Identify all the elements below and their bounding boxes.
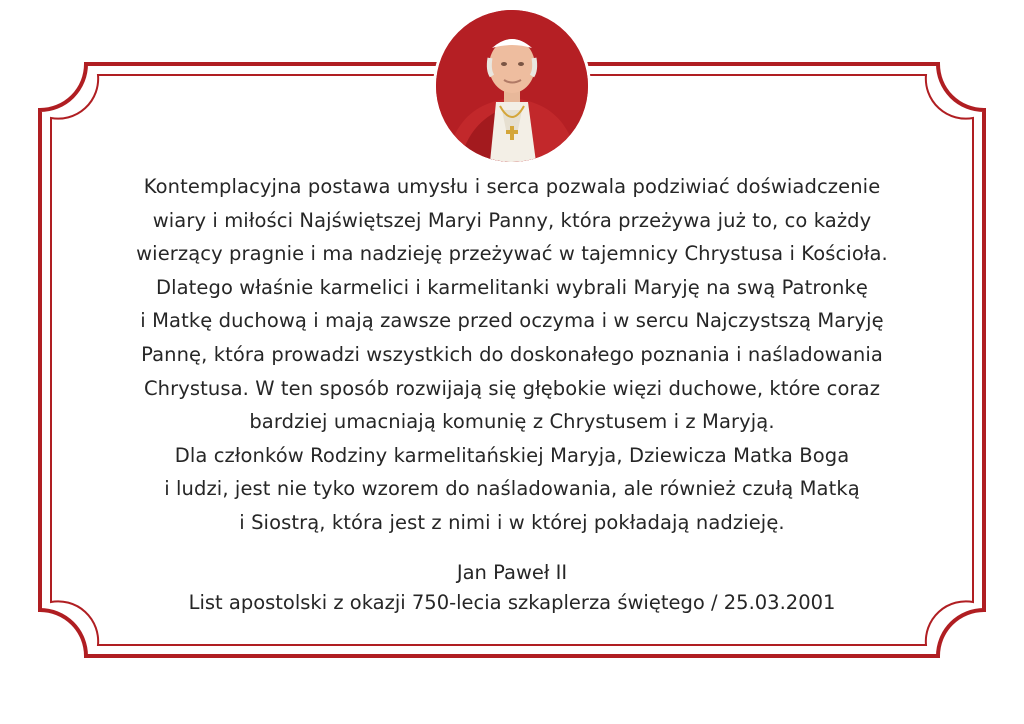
quote-line: wierzący pragnie i ma nadzieję przeżywać w tajemnicy Chrystusa i Kościoła. xyxy=(136,242,888,266)
quote-line: i ludzi, jest nie tyko wzorem do naśladowania, ale również czułą Matką xyxy=(164,477,860,501)
quote-source: List apostolski z okazji 750-lecia szkaplerza świętego / 25.03.2001 xyxy=(188,591,836,614)
quote-line: wiary i miłości Najświętszej Maryi Panny, która przeżywa już to, co każdy xyxy=(152,208,872,232)
quote-text xyxy=(60,170,964,540)
pope-portrait xyxy=(436,10,588,162)
quote-line: i Matkę duchową i mają zawsze przed oczyma i w sercu Najczystszą Maryję xyxy=(140,309,884,333)
pope-portrait-icon xyxy=(436,10,588,162)
quote-line: bardziej umacniają komunię z Chrystusem i z Maryją. xyxy=(249,410,775,434)
quote-line: Dla członków Rodziny karmelitańskiej Maryja, Dziewicza Matka Boga xyxy=(174,443,850,467)
quote-line: Kontemplacyjna postawa umysłu i serca pozwala podziwiać doświadczenie xyxy=(143,175,881,198)
quote-line: Pannę, która prowadzi wszystkich do doskonałego poznania i naśladowania xyxy=(141,342,883,366)
quote-author: Jan Paweł II xyxy=(456,561,568,584)
quote-line: Dlatego właśnie karmelici i karmelitanki wybrali Maryję na swą Patronkę xyxy=(155,275,869,299)
quote-line: i Siostrą, która jest z nimi i w której pokładają nadzieję. xyxy=(239,510,785,534)
quote-line: Chrystusa. W ten sposób rozwijają się głębokie więzi duchowe, które coraz xyxy=(143,376,881,400)
